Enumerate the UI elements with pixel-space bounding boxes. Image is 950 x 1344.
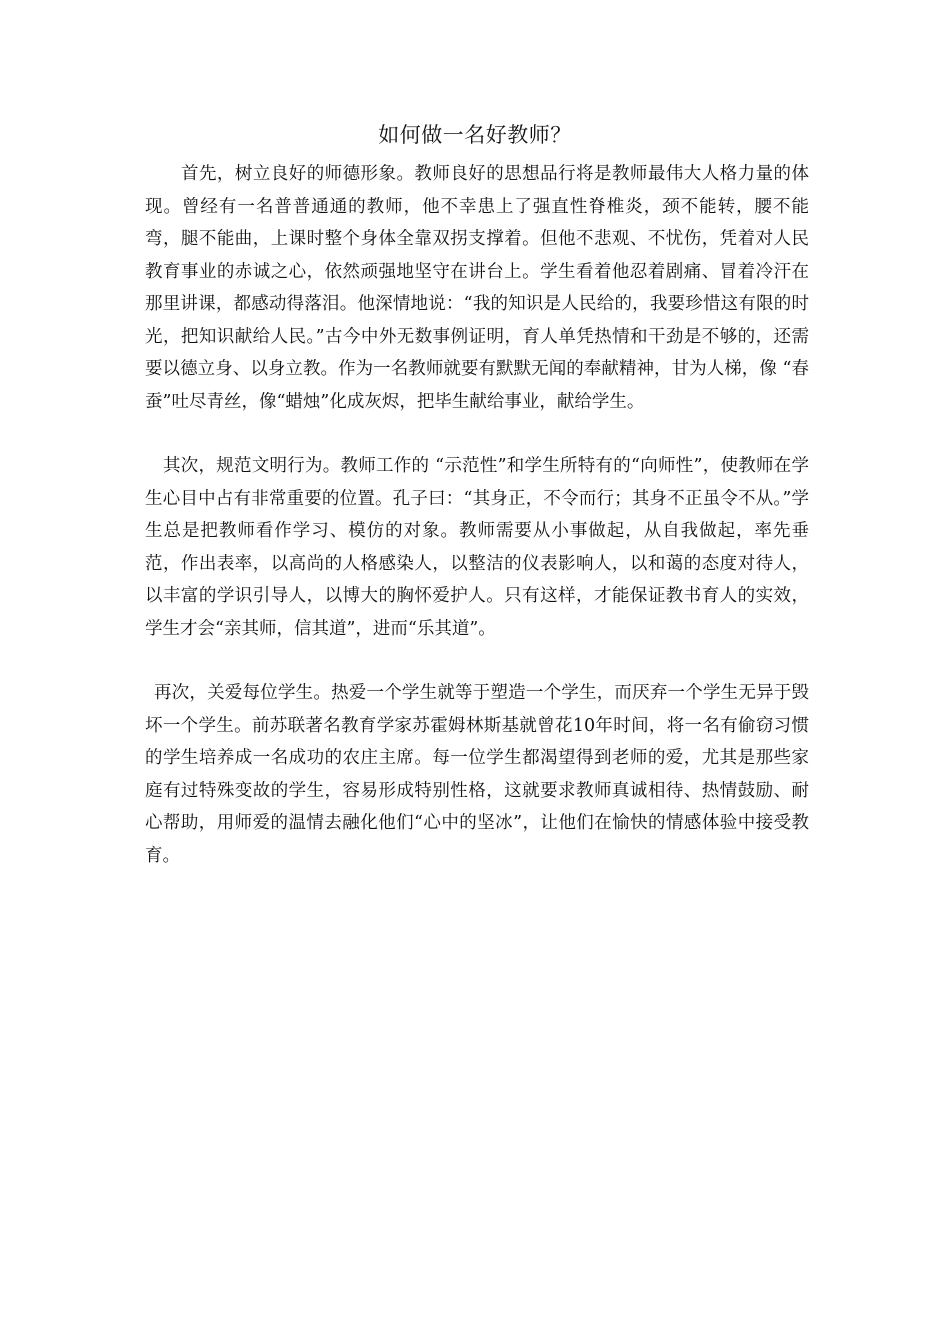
paragraph-civilized-behavior: 其次，规范文明行为。教师工作的 “示范性”和学生所特有的“向师性”，使教师在学生心目中占有非常重要的位置。孔子曰：“其身正，不令而行；其身不正虽令不从。”学生总是把教师看作学习、模仿的对象。教师需要从小事做起，从自我做起，率先垂范，作出表率，以高尚的人格感染人，以整洁的仪表影响人，以和蔼的态度对待人，以丰富的学识引导人，以博大的胸怀爱护人。只有这样，才能保证教书育人的实效，学生才会“亲其师，信其道”，进而“乐其道”。 (145, 456, 809, 639)
paragraph-teacher-ethics: 首先，树立良好的师德形象。教师良好的思想品行将是教师最伟大人格力量的体现。曾经有一名普普通通的教师，他不幸患上了强直性脊椎炎，颈不能转，腰不能弯，腿不能曲，上课时整个身体全靠双拐支撑着。但他不悲观、不忧伤，凭着对人民教育事业的赤诚之心，依然顽强地坚守在讲台上。学生看着他忍着剧痛、冒着冷汗在那里讲课，都感动得落泪。他深情地说：“我的知识是人民给的，我要珍惜这有限的时光，把知识献给人民。”古今中外无数事例证明，育人单凭热情和干劲是不够的，还需要以德立身、以身立教。作为一名教师就要有默默无闻的奉献精神，甘为人梯，像 “春蚕”吐尽青丝，像“蜡烛”化成灰烬，把毕生献给事业，献给学生。 (145, 164, 809, 412)
document-title: 如何做一名好教师？ (378, 123, 572, 147)
paragraph-care-for-students: 再次，关爱每位学生。热爱一个学生就等于塑造一个学生，而厌弃一个学生无异于毁坏一个学生。前苏联著名教育学家苏霍姆林斯基就曾花10年时间，将一名有偷窃习惯的学生培养成一名成功的农庄主席。每一位学生都渴望得到老师的爱，尤其是那些家庭有过特殊变故的学生，容易形成特别性格，这就要求教师真诚相待、热情鼓励、耐心帮助，用师爱的温情去融化他们“心中的坚冰”，让他们在愉快的情感体验中接受教育。 (145, 683, 809, 866)
document-body (145, 158, 809, 872)
